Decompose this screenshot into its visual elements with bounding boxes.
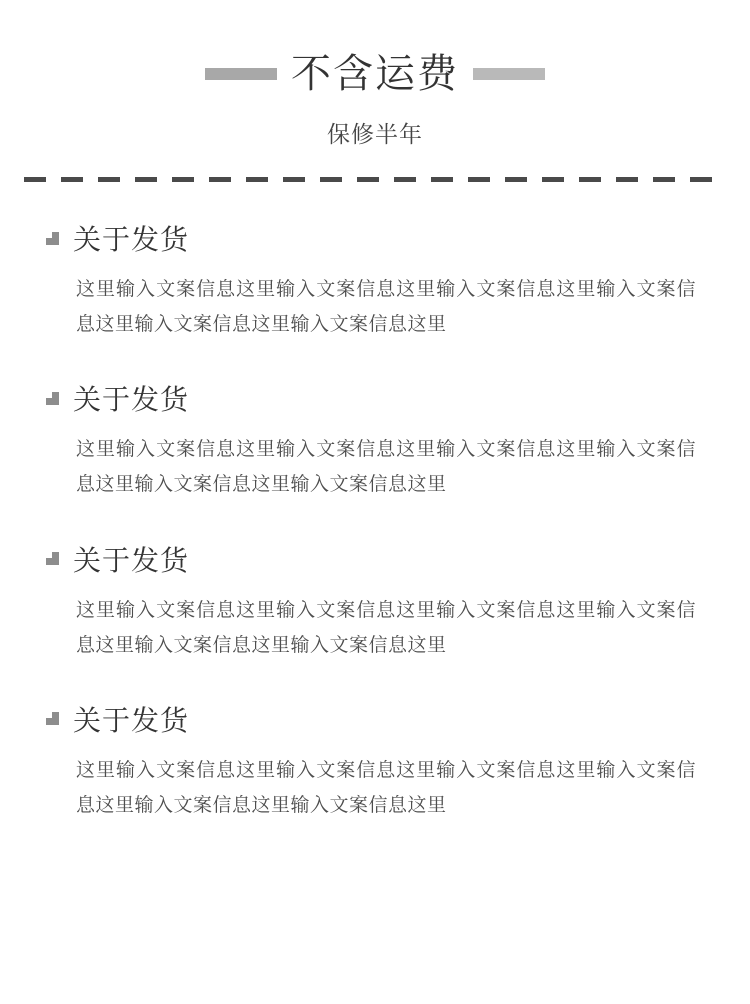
decor-bar-right-icon [473,68,545,80]
section-item [24,378,726,502]
section-body: 这里输入文案信息这里输入文案信息这里输入文案信息这里输入文案信息这里输入文案信息这里输入文案信息这里 [76,759,696,816]
section-item [24,539,726,663]
section-header [24,218,726,258]
square-bullet-icon [46,712,59,725]
page-title: 不含运费 [291,52,459,96]
section-title: 关于发货 [73,224,190,255]
section-body: 这里输入文案信息这里输入文案信息这里输入文案信息这里输入文案信息这里输入文案信息这里输入文案信息这里 [76,439,696,496]
dashed-divider [24,177,726,182]
section-header [24,378,726,418]
section-item [24,218,726,342]
section-body: 这里输入文案信息这里输入文案信息这里输入文案信息这里输入文案信息这里输入文案信息这里输入文案信息这里 [76,599,696,656]
page-subtitle: 保修半年 [327,121,423,147]
title-row [24,52,726,96]
page-header [24,0,726,149]
section-body: 这里输入文案信息这里输入文案信息这里输入文案信息这里输入文案信息这里输入文案信息这里输入文案信息这里 [76,279,696,336]
square-bullet-icon [46,552,59,565]
section-title: 关于发货 [73,544,190,576]
section-header [24,699,726,739]
section-item [24,699,726,823]
section-title: 关于发货 [73,704,190,736]
section-title: 关于发货 [73,384,190,416]
square-bullet-icon [46,392,59,405]
square-bullet-icon [46,232,59,245]
decor-bar-left-icon [205,68,277,80]
sections-list [24,218,726,823]
section-header [24,539,726,579]
